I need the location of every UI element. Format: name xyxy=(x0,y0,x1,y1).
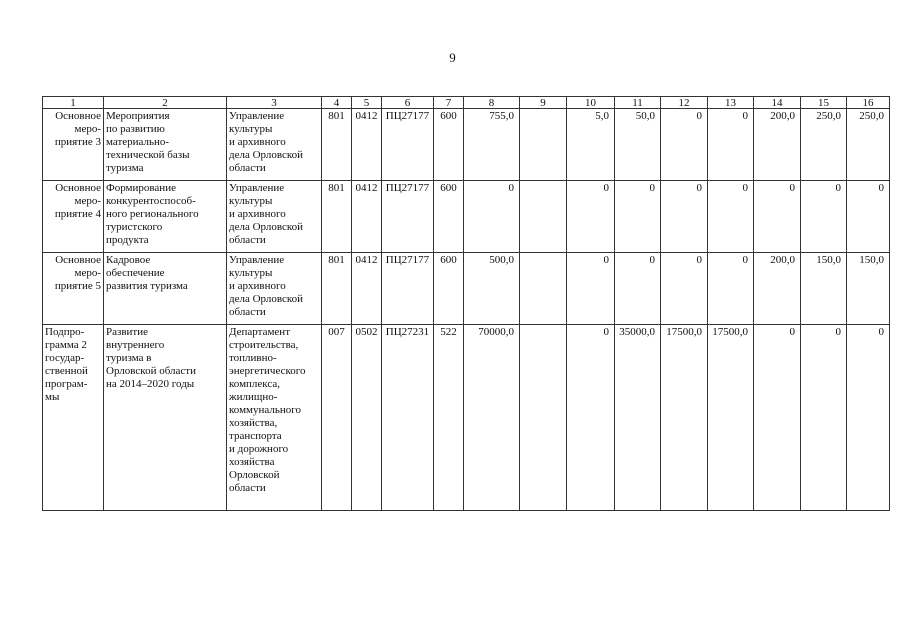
description-cell xyxy=(104,181,227,253)
cell-line: Управление xyxy=(229,110,285,122)
value-cell: 17500,0 xyxy=(661,325,708,511)
cell-line: Развитие xyxy=(106,326,149,338)
column-header: 1 xyxy=(43,97,104,109)
value-cell: 755,0 xyxy=(464,109,520,181)
executor-cell xyxy=(227,253,322,325)
value-cell xyxy=(520,181,567,253)
code-cell: 600 xyxy=(434,181,464,253)
cell-line: приятие 5 xyxy=(54,280,101,292)
cell-line: дела Орловской xyxy=(229,149,304,161)
column-header: 10 xyxy=(567,97,615,109)
value-cell xyxy=(520,253,567,325)
value-cell: 35000,0 xyxy=(615,325,661,511)
value-cell: 0 xyxy=(661,253,708,325)
column-header: 8 xyxy=(464,97,520,109)
value-cell: 250,0 xyxy=(801,109,847,181)
cell-line: области xyxy=(229,234,266,246)
cell-line: дела Орловской xyxy=(229,221,304,233)
cell-line: по развитию xyxy=(106,123,165,135)
cell-line: ственной xyxy=(45,365,88,377)
cell-line: Формирование xyxy=(106,182,176,194)
cell-line: и дорожного xyxy=(229,443,289,455)
description-cell xyxy=(104,109,227,181)
code-cell: 522 xyxy=(434,325,464,511)
column-header: 9 xyxy=(520,97,567,109)
cell-line: культуры xyxy=(229,267,273,279)
value-cell: 0 xyxy=(464,181,520,253)
cell-line: обеспечение xyxy=(106,267,165,279)
table-row xyxy=(43,181,890,253)
value-cell: 0 xyxy=(754,325,801,511)
cell-line: развития туризма xyxy=(106,280,188,292)
value-cell: 0 xyxy=(754,181,801,253)
column-header: 6 xyxy=(382,97,434,109)
cell-line: приятие 3 xyxy=(54,136,101,148)
program-cell xyxy=(43,325,104,511)
table-row xyxy=(43,109,890,181)
cell-line: транспорта xyxy=(229,430,282,442)
value-cell: 250,0 xyxy=(847,109,890,181)
cell-line: и архивного xyxy=(229,280,286,292)
code-cell: 801 xyxy=(322,253,352,325)
cell-line: програм- xyxy=(45,378,88,390)
value-cell: 200,0 xyxy=(754,253,801,325)
cell-line: Орловской xyxy=(229,469,280,481)
code-cell: 801 xyxy=(322,109,352,181)
column-header: 2 xyxy=(104,97,227,109)
cell-line: Управление xyxy=(229,182,285,194)
cell-line: продукта xyxy=(106,234,149,246)
table-row xyxy=(43,253,890,325)
code-cell: 0502 xyxy=(352,325,382,511)
value-cell: 70000,0 xyxy=(464,325,520,511)
value-cell: 500,0 xyxy=(464,253,520,325)
cell-line: туристского xyxy=(106,221,163,233)
value-cell xyxy=(520,109,567,181)
value-cell: 0 xyxy=(567,181,615,253)
column-header: 7 xyxy=(434,97,464,109)
cell-line: культуры xyxy=(229,123,273,135)
value-cell: 0 xyxy=(708,181,754,253)
program-cell xyxy=(43,253,104,325)
executor-cell xyxy=(227,181,322,253)
value-cell: 0 xyxy=(567,325,615,511)
code-cell: ПЦ27177 xyxy=(382,181,434,253)
cell-line: государ- xyxy=(45,352,85,364)
value-cell: 50,0 xyxy=(615,109,661,181)
value-cell: 0 xyxy=(661,109,708,181)
cell-line: топливно- xyxy=(229,352,277,364)
cell-line: области xyxy=(229,162,266,174)
value-cell: 0 xyxy=(801,181,847,253)
cell-line: туризма в xyxy=(106,352,152,364)
code-cell: 0412 xyxy=(352,181,382,253)
cell-line: Департамент xyxy=(229,326,291,338)
cell-line: хозяйства xyxy=(229,456,275,468)
cell-line: конкурентоспособ- xyxy=(106,195,196,207)
column-header: 15 xyxy=(801,97,847,109)
executor-cell xyxy=(227,109,322,181)
cell-line: меро- xyxy=(74,123,101,135)
value-cell: 0 xyxy=(801,325,847,511)
cell-line: строительства, xyxy=(229,339,299,351)
value-cell: 0 xyxy=(708,253,754,325)
value-cell: 150,0 xyxy=(801,253,847,325)
table-row xyxy=(43,325,890,511)
value-cell: 0 xyxy=(847,325,890,511)
cell-line: Кадровое xyxy=(106,254,151,266)
program-cell xyxy=(43,109,104,181)
column-header: 5 xyxy=(352,97,382,109)
header-row xyxy=(43,97,890,109)
column-header: 3 xyxy=(227,97,322,109)
code-cell: 600 xyxy=(434,109,464,181)
cell-line: внутреннего xyxy=(106,339,165,351)
cell-line: энергетического xyxy=(229,365,306,377)
cell-line: меро- xyxy=(74,195,101,207)
value-cell xyxy=(520,325,567,511)
value-cell: 0 xyxy=(661,181,708,253)
cell-line: коммунального xyxy=(229,404,301,416)
cell-line: Мероприятия xyxy=(106,110,170,122)
value-cell: 0 xyxy=(567,253,615,325)
cell-line: дела Орловской xyxy=(229,293,304,305)
cell-line: жилищно- xyxy=(229,391,278,403)
description-cell xyxy=(104,325,227,511)
cell-line: технической базы xyxy=(106,149,190,161)
cell-line: ного регионального xyxy=(106,208,199,220)
column-header: 14 xyxy=(754,97,801,109)
cell-line: Основное xyxy=(55,182,101,194)
code-cell: ПЦ27177 xyxy=(382,109,434,181)
column-header: 16 xyxy=(847,97,890,109)
cell-line: области xyxy=(229,482,266,494)
code-cell: 0412 xyxy=(352,253,382,325)
code-cell: 600 xyxy=(434,253,464,325)
cell-line: и архивного xyxy=(229,208,286,220)
code-cell: 0412 xyxy=(352,109,382,181)
code-cell: 007 xyxy=(322,325,352,511)
value-cell: 0 xyxy=(708,109,754,181)
cell-line: приятие 4 xyxy=(54,208,101,220)
program-cell xyxy=(43,181,104,253)
value-cell: 5,0 xyxy=(567,109,615,181)
cell-line: мы xyxy=(45,391,60,403)
column-header: 13 xyxy=(708,97,754,109)
value-cell: 0 xyxy=(847,181,890,253)
cell-line: комплекса, xyxy=(229,378,281,390)
executor-cell xyxy=(227,325,322,511)
cell-line: Орловской области xyxy=(106,365,196,377)
value-cell: 150,0 xyxy=(847,253,890,325)
cell-line: материально- xyxy=(106,136,170,148)
cell-line: Основное xyxy=(55,254,101,266)
column-header: 11 xyxy=(615,97,661,109)
value-cell: 200,0 xyxy=(754,109,801,181)
cell-line: туризма xyxy=(106,162,144,174)
cell-line: меро- xyxy=(74,267,101,279)
cell-line: Основное xyxy=(55,110,101,122)
value-cell: 0 xyxy=(615,253,661,325)
cell-line: на 2014–2020 годы xyxy=(106,378,195,390)
cell-line: области xyxy=(229,306,266,318)
code-cell: ПЦ27231 xyxy=(382,325,434,511)
column-header: 4 xyxy=(322,97,352,109)
cell-line: грамма 2 xyxy=(45,339,87,351)
page-number: 9 xyxy=(449,50,456,65)
code-cell: ПЦ27177 xyxy=(382,253,434,325)
cell-line: и архивного xyxy=(229,136,286,148)
budget-table xyxy=(42,96,890,511)
code-cell: 801 xyxy=(322,181,352,253)
cell-line: Подпро- xyxy=(45,326,85,338)
cell-line: хозяйства, xyxy=(229,417,278,429)
cell-line: культуры xyxy=(229,195,273,207)
column-header: 12 xyxy=(661,97,708,109)
description-cell xyxy=(104,253,227,325)
value-cell: 17500,0 xyxy=(708,325,754,511)
cell-line: Управление xyxy=(229,254,285,266)
value-cell: 0 xyxy=(615,181,661,253)
